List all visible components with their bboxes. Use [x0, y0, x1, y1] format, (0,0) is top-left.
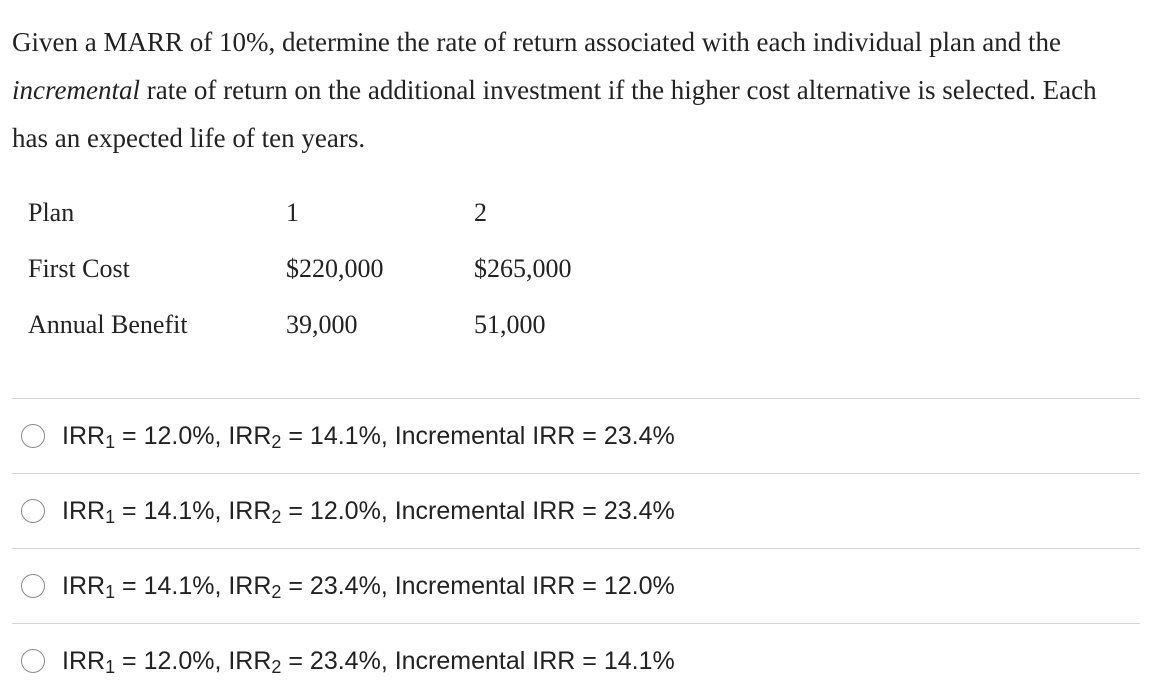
plan-data-table [28, 185, 634, 353]
table-header-cell: 1 [286, 198, 299, 227]
option-label: $IRR_1 = 12.0\%$, $IRR_2 = 23.4\%$, Incremental IRR = 14.1% [62, 646, 675, 677]
table-header-cell: 2 [474, 198, 487, 227]
radio-button[interactable] [21, 574, 45, 598]
answer-option-2[interactable] [12, 473, 1140, 548]
table-header-row [28, 185, 634, 241]
answer-option-3[interactable] [12, 548, 1140, 623]
table-cell: 51,000 [474, 310, 546, 339]
answer-option-4[interactable] [12, 623, 1140, 698]
radio-button[interactable] [21, 424, 45, 448]
table-cell: $220,000 [286, 254, 384, 283]
option-label: $IRR_1 = 14.1\%$, $IRR_2 = 23.4\%$, Incremental IRR = 12.0% [62, 571, 675, 602]
option-label: $IRR_1 = 14.1\%$, $IRR_2 = 12.0\%$, Incremental IRR = 23.4% [62, 496, 675, 527]
question-text [12, 18, 1132, 162]
table-cell: $265,000 [474, 254, 572, 283]
answer-option-1[interactable] [12, 398, 1140, 473]
table-row-label: First Cost [28, 254, 130, 283]
table-row [28, 241, 634, 297]
radio-button[interactable] [21, 649, 45, 673]
radio-button[interactable] [21, 499, 45, 523]
question-emphasis: incremental [12, 75, 140, 105]
question-part-2: rate of return on the additional investment if the higher cost alternative is selected. Each has an expected life of ten years. [12, 75, 1097, 153]
table-header-cell: Plan [28, 198, 75, 227]
table-row-label: Annual Benefit [28, 310, 188, 339]
table-row [28, 297, 634, 353]
question-part-1: Given a MARR of 10%, determine the rate of return associated with each individual plan and the [12, 27, 1061, 57]
answer-options [12, 398, 1140, 698]
table-cell: 39,000 [286, 310, 358, 339]
option-label: $IRR_1 = 12.0\%$, $IRR_2 = 14.1\%$, Incremental IRR = 23.4% [62, 421, 675, 452]
